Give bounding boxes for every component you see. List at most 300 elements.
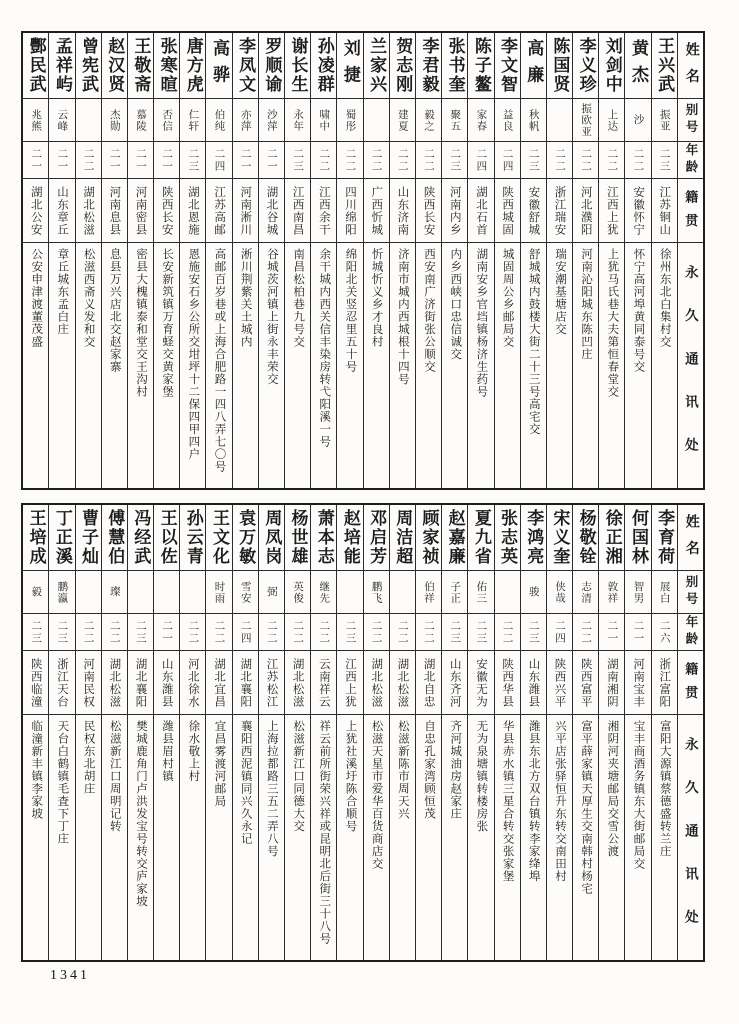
entry-name: 孟祥屿 xyxy=(49,33,74,99)
entry-age: 二一 xyxy=(625,614,650,651)
entry-age: 二一 xyxy=(102,142,127,179)
entry-alias: 弼 xyxy=(259,571,284,614)
entry-alias xyxy=(180,571,205,614)
entry-native-place: 湖北松滋 xyxy=(364,651,389,715)
entry-address: 章丘城东孟白庄 xyxy=(56,248,69,336)
header-alias: 别号 xyxy=(678,99,703,142)
entry-address: 余干城内西关信丰染房转弋阳溪一号 xyxy=(318,248,331,448)
entry-age: 二二 xyxy=(547,142,572,179)
entry-alias xyxy=(337,571,362,614)
entry-age: 二三 xyxy=(442,142,467,179)
entry-address: 高邮百岁巷或上海合肥路一四八弄七〇号 xyxy=(213,248,226,473)
directory-table-top xyxy=(21,31,705,490)
entry-alias: 亦萍 xyxy=(233,99,258,142)
entry-column xyxy=(310,505,336,960)
entry-column xyxy=(179,33,205,488)
entry-name: 曾宪武 xyxy=(76,33,101,99)
entry-column xyxy=(153,505,179,960)
entry-age: 二三 xyxy=(521,142,546,179)
entry-native-place: 湖南湘阴 xyxy=(599,651,624,715)
entry-age: 二六 xyxy=(652,614,677,651)
entry-address: 兴平店张驿恒升东转交南田村 xyxy=(553,720,566,883)
entry-address: 襄阳西泥镇同兴久永记 xyxy=(239,720,252,845)
entry-native-place: 四川绵阳 xyxy=(337,179,362,243)
entry-address: 息县万兴店北交赵家寨 xyxy=(108,248,121,373)
entry-native-place: 广西忻城 xyxy=(364,179,389,243)
entry-address: 潍县眉村镇 xyxy=(161,720,174,783)
entry-name: 傅慧伯 xyxy=(102,505,127,571)
entry-age: 二二 xyxy=(599,142,624,179)
entry-column xyxy=(23,33,48,488)
entry-age: 二二 xyxy=(206,614,231,651)
entry-address: 密县大槐镇泰和堂交王沟村 xyxy=(134,248,147,398)
entry-native-place: 河北濮阳 xyxy=(573,179,598,243)
entry-native-place: 陕西临潼 xyxy=(23,651,48,715)
entry-native-place: 山东齐河 xyxy=(442,651,467,715)
entry-age: 二三 xyxy=(49,614,74,651)
header-name: 姓名 xyxy=(678,505,703,571)
entry-name: 周凤岗 xyxy=(259,505,284,571)
entry-alias: 建夏 xyxy=(390,99,415,142)
entry-name: 王敬斋 xyxy=(128,33,153,99)
entry-address: 瑞安潮基塘店交 xyxy=(553,248,566,336)
entry-column xyxy=(520,33,546,488)
entry-column xyxy=(441,33,467,488)
entry-alias: 益良 xyxy=(495,99,520,142)
entry-column xyxy=(310,33,336,488)
entry-column xyxy=(284,33,310,488)
entry-name: 曹子灿 xyxy=(76,505,101,571)
entry-age: 二二 xyxy=(364,614,389,651)
entry-column xyxy=(153,33,179,488)
entry-address: 恩施安石乡公所交坩坪十二保四甲四户 xyxy=(187,248,200,461)
entry-age: 二一 xyxy=(259,142,284,179)
entry-column xyxy=(572,33,598,488)
entry-column xyxy=(232,505,258,960)
entry-age: 二二 xyxy=(311,142,336,179)
entry-native-place: 山东章丘 xyxy=(49,179,74,243)
entry-name: 丁正溪 xyxy=(49,505,74,571)
entry-column xyxy=(23,505,48,960)
entry-native-place: 浙江瑞安 xyxy=(547,179,572,243)
entry-address: 淅川荆紫关土城内 xyxy=(239,248,252,348)
entry-native-place: 江西南昌 xyxy=(285,179,310,243)
entry-alias: 毅 xyxy=(23,571,48,614)
entry-alias: 鹏瀛 xyxy=(49,571,74,614)
directory-table-bottom xyxy=(21,503,705,962)
entry-native-place: 河北徐水 xyxy=(180,651,205,715)
entry-native-place: 安徽怀宁 xyxy=(625,179,650,243)
entry-age: 二一 xyxy=(154,142,179,179)
entry-age: 二三 xyxy=(442,614,467,651)
entry-address: 谷城茨河镇上街永丰荣交 xyxy=(265,248,278,386)
entry-native-place: 陕西华县 xyxy=(495,651,520,715)
entry-name: 李鸿亮 xyxy=(521,505,546,571)
entry-address: 徐州东北白集村交 xyxy=(658,248,671,348)
entry-name: 顾家祯 xyxy=(416,505,441,571)
entry-address: 松滋西斋义发和交 xyxy=(82,248,95,348)
entry-age: 二二 xyxy=(180,614,205,651)
entry-age: 二二 xyxy=(625,142,650,179)
entry-name: 李君毅 xyxy=(416,33,441,99)
entry-column xyxy=(441,505,467,960)
entry-address: 天台白鹤镇毛査下丁庄 xyxy=(56,720,69,845)
entry-column xyxy=(494,33,520,488)
header-column xyxy=(677,33,703,488)
entry-name: 兰家兴 xyxy=(364,33,389,99)
entry-age: 二四 xyxy=(468,142,493,179)
entry-column xyxy=(101,33,127,488)
entry-alias: 慕陵 xyxy=(128,99,153,142)
entry-alias: 否信 xyxy=(154,99,179,142)
entry-address: 徐水敬上村 xyxy=(187,720,200,783)
entry-column xyxy=(546,505,572,960)
entry-name: 杨敬铨 xyxy=(573,505,598,571)
entry-alias: 秋帆 xyxy=(521,99,546,142)
entry-column xyxy=(415,505,441,960)
entry-age: 二二 xyxy=(311,614,336,651)
entry-column xyxy=(48,33,74,488)
entry-column xyxy=(127,33,153,488)
entry-native-place: 陕西富平 xyxy=(573,651,598,715)
entry-alias: 杰勋 xyxy=(102,99,127,142)
entry-name: 邓启芳 xyxy=(364,505,389,571)
entry-address: 公安申津渡董茂盛 xyxy=(30,248,43,348)
entry-name: 贺志刚 xyxy=(390,33,415,99)
header-age: 年龄 xyxy=(678,614,703,651)
entry-column xyxy=(651,33,677,488)
entry-name: 李文智 xyxy=(495,33,520,99)
entry-native-place: 浙江富阳 xyxy=(652,651,677,715)
entry-name: 李凤文 xyxy=(233,33,258,99)
entry-alias: 聚五 xyxy=(442,99,467,142)
entry-address: 城固周公乡邮局交 xyxy=(501,248,514,348)
entry-alias: 仁轩 xyxy=(180,99,205,142)
entry-alias: 啸中 xyxy=(311,99,336,142)
entry-address: 湖南安乡官垱镇杨济生药号 xyxy=(475,248,488,398)
entry-column xyxy=(205,505,231,960)
entry-native-place: 江苏松江 xyxy=(259,651,284,715)
entry-age: 二二 xyxy=(102,614,127,651)
entry-alias xyxy=(390,571,415,614)
header-alias: 别号 xyxy=(678,571,703,614)
entry-native-place: 湖北公安 xyxy=(23,179,48,243)
entry-name: 徐正湘 xyxy=(599,505,624,571)
entry-address: 怀宁高河埠黄同泰号交 xyxy=(632,248,645,373)
entry-native-place: 湖北松滋 xyxy=(390,651,415,715)
entry-alias: 沙萍 xyxy=(259,99,284,142)
entry-native-place: 河南淅川 xyxy=(233,179,258,243)
header-name: 姓名 xyxy=(678,33,703,99)
entry-alias: 英俊 xyxy=(285,571,310,614)
entry-alias: 雪安 xyxy=(233,571,258,614)
entry-address: 绵阳北关竖忍里五十号 xyxy=(344,248,357,373)
entry-address: 上海拉都路三五二弄八号 xyxy=(265,720,278,858)
entry-address: 潍县东北方双台镇转李家绛埠 xyxy=(527,720,540,883)
entry-name: 王以佐 xyxy=(154,505,179,571)
entry-name: 陈国贤 xyxy=(547,33,572,99)
entry-address: 松滋新陈市周天兴 xyxy=(396,720,409,820)
entry-alias: 鹏飞 xyxy=(364,571,389,614)
entry-column xyxy=(467,33,493,488)
entry-age: 二一 xyxy=(128,142,153,179)
entry-address: 长安新筑镇万育蛏交黄家堡 xyxy=(161,248,174,398)
entry-alias xyxy=(76,99,101,142)
entry-native-place: 江苏铜山 xyxy=(652,179,677,243)
entry-age: 二二 xyxy=(259,614,284,651)
entry-name: 袁万敏 xyxy=(233,505,258,571)
entry-address: 舒城城内鼓楼大街二十三号高宅交 xyxy=(527,248,540,436)
entry-age: 二三 xyxy=(521,614,546,651)
entry-age: 二三 xyxy=(468,614,493,651)
entry-alias: 蜀彤 xyxy=(337,99,362,142)
entry-native-place: 浙江天台 xyxy=(49,651,74,715)
entry-column xyxy=(258,505,284,960)
header-native-place: 籍贯 xyxy=(678,651,703,715)
entry-native-place: 湖北襄阳 xyxy=(128,651,153,715)
entry-age: 二三 xyxy=(285,142,310,179)
entry-column xyxy=(598,33,624,488)
entry-name: 张寒暄 xyxy=(154,33,179,99)
entry-native-place: 陕西长安 xyxy=(154,179,179,243)
entry-column xyxy=(494,505,520,960)
entry-name: 陈子鳌 xyxy=(468,33,493,99)
entry-native-place: 河南宝丰 xyxy=(625,651,650,715)
entry-column xyxy=(520,505,546,960)
entry-name: 赵汉贤 xyxy=(102,33,127,99)
entry-native-place: 安徽舒城 xyxy=(521,179,546,243)
entry-alias: 家春 xyxy=(468,99,493,142)
entry-name: 杨世雄 xyxy=(285,505,310,571)
entry-age: 二三 xyxy=(23,614,48,651)
entry-alias: 展白 xyxy=(652,571,677,614)
entry-native-place: 湖北松滋 xyxy=(102,651,127,715)
entry-alias xyxy=(128,571,153,614)
entry-address: 齐河城油房赵家庄 xyxy=(449,720,462,820)
entry-age: 二二 xyxy=(285,614,310,651)
entry-address: 华县赤水镇三星合转交张家堡 xyxy=(501,720,514,883)
entry-address: 济南市城内西城根十四号 xyxy=(396,248,409,386)
entry-address: 樊城鹿角门卢洪发宝号转交庐家坡 xyxy=(134,720,147,908)
entry-column xyxy=(651,505,677,960)
entry-column xyxy=(624,33,650,488)
entry-name: 唐方虎 xyxy=(180,33,205,99)
entry-name: 王兴武 xyxy=(652,33,677,99)
entry-column xyxy=(624,505,650,960)
entry-native-place: 湖北谷城 xyxy=(259,179,284,243)
entry-age: 二一 xyxy=(49,142,74,179)
entry-age: 二二 xyxy=(337,142,362,179)
entry-native-place: 陕西长安 xyxy=(416,179,441,243)
entry-column xyxy=(127,505,153,960)
entry-native-place: 陕西城固 xyxy=(495,179,520,243)
entry-age: 二二 xyxy=(573,142,598,179)
entry-address: 内乡西峡口忠信诚交 xyxy=(449,248,462,361)
entry-address: 民权东北胡庄 xyxy=(82,720,95,795)
entry-name: 黄杰 xyxy=(625,33,650,99)
entry-alias: 继先 xyxy=(311,571,336,614)
entry-name: 冯经武 xyxy=(128,505,153,571)
entry-name: 王培成 xyxy=(23,505,48,571)
entry-age: 二三 xyxy=(337,614,362,651)
page-number: 1341 xyxy=(50,968,90,983)
entry-name: 高骅 xyxy=(206,33,231,99)
header-address: 永久通讯处 xyxy=(682,736,698,953)
header-address: 永久通讯处 xyxy=(682,264,698,481)
entry-address: 临潼新丰镇李家坡 xyxy=(30,720,43,820)
entry-alias xyxy=(364,99,389,142)
entry-age: 二二 xyxy=(416,614,441,651)
entry-native-place: 湖北恩施 xyxy=(180,179,205,243)
entry-column xyxy=(598,505,624,960)
entry-native-place: 江苏高邮 xyxy=(206,179,231,243)
entry-native-place: 河南息县 xyxy=(102,179,127,243)
entry-age: 二四 xyxy=(233,614,258,651)
entry-native-place: 河南内乡 xyxy=(442,179,467,243)
entry-age: 二一 xyxy=(233,142,258,179)
entry-address: 上犹马氏巷大夫第恒春堂交 xyxy=(606,248,619,398)
entry-alias xyxy=(495,571,520,614)
entry-age: 二二 xyxy=(495,614,520,651)
entry-column xyxy=(389,505,415,960)
entry-column xyxy=(415,33,441,488)
entry-native-place: 山东潍县 xyxy=(521,651,546,715)
entry-age: 二一 xyxy=(599,614,624,651)
entry-native-place: 湖北松滋 xyxy=(76,179,101,243)
entry-alias: 上达 xyxy=(599,99,624,142)
header-column xyxy=(677,505,703,960)
entry-column xyxy=(48,505,74,960)
entry-alias: 伯纯 xyxy=(206,99,231,142)
entry-native-place: 陕西兴平 xyxy=(547,651,572,715)
entry-alias: 兆熊 xyxy=(23,99,48,142)
entry-age: 二二 xyxy=(76,142,101,179)
entry-name: 张志英 xyxy=(495,505,520,571)
entry-age: 二三 xyxy=(180,142,205,179)
entry-column xyxy=(572,505,598,960)
entry-name: 王文化 xyxy=(206,505,231,571)
entry-name: 李育荷 xyxy=(652,505,677,571)
entry-column xyxy=(75,33,101,488)
entry-native-place: 湖北襄阳 xyxy=(233,651,258,715)
entry-name: 宋义奎 xyxy=(547,505,572,571)
entry-native-place: 江西上犹 xyxy=(337,651,362,715)
entry-alias: 云峰 xyxy=(49,99,74,142)
entry-alias: 子正 xyxy=(442,571,467,614)
entry-native-place: 云南祥云 xyxy=(311,651,336,715)
entry-name: 酆民武 xyxy=(23,33,48,99)
entry-alias: 伯祥 xyxy=(416,571,441,614)
entry-age: 二一 xyxy=(23,142,48,179)
entry-native-place: 河南民权 xyxy=(76,651,101,715)
entry-age: 二二 xyxy=(390,614,415,651)
entry-column xyxy=(101,505,127,960)
header-age: 年龄 xyxy=(678,142,703,179)
entry-name: 萧本志 xyxy=(311,505,336,571)
entry-name: 张书奎 xyxy=(442,33,467,99)
entry-address: 宝丰商酒务镇东大街邮局交 xyxy=(632,720,645,870)
entry-address: 忻城忻义乡才良村 xyxy=(370,248,383,348)
entry-alias: 振亚 xyxy=(652,99,677,142)
entry-alias: 璨 xyxy=(102,571,127,614)
entry-alias: 志清 xyxy=(573,571,598,614)
entry-alias: 智男 xyxy=(625,571,650,614)
entry-name: 孙凌群 xyxy=(311,33,336,99)
entry-column xyxy=(258,33,284,488)
entry-native-place: 湖北自忠 xyxy=(416,651,441,715)
entry-address: 祥云前所街荣兴祥或昆明北后街三十八号 xyxy=(318,720,331,945)
entry-age: 二四 xyxy=(206,142,231,179)
entry-age: 二一 xyxy=(154,614,179,651)
entry-column xyxy=(389,33,415,488)
entry-native-place: 安徽无为 xyxy=(468,651,493,715)
entry-native-place: 江西余干 xyxy=(311,179,336,243)
entry-column xyxy=(363,505,389,960)
entry-name: 周洁超 xyxy=(390,505,415,571)
entry-column xyxy=(232,33,258,488)
entry-name: 赵嘉廉 xyxy=(442,505,467,571)
entry-alias xyxy=(76,571,101,614)
entry-column xyxy=(546,33,572,488)
entry-address: 上犹社溪圩陈合顺号 xyxy=(344,720,357,833)
entry-alias: 侠哉 xyxy=(547,571,572,614)
entry-native-place: 湖北松滋 xyxy=(285,651,310,715)
entry-alias: 永年 xyxy=(285,99,310,142)
entry-column xyxy=(205,33,231,488)
entry-age: 二三 xyxy=(128,614,153,651)
entry-name: 罗顺谕 xyxy=(259,33,284,99)
entry-address: 松滋新江口同德大交 xyxy=(292,720,305,833)
entry-age: 二二 xyxy=(416,142,441,179)
entry-age: 二二 xyxy=(76,614,101,651)
entry-column xyxy=(336,33,362,488)
entry-age: 二三 xyxy=(652,142,677,179)
entry-name: 刘捷 xyxy=(337,33,362,99)
entry-name: 高廉 xyxy=(521,33,546,99)
entry-address: 无为泉塘镇转楼房张 xyxy=(475,720,488,833)
entry-address: 自忠孔家湾顾恒茂 xyxy=(423,720,436,820)
entry-address: 西安南广济街张公顺交 xyxy=(423,248,436,373)
entry-column xyxy=(336,505,362,960)
entry-address: 河南沁阳城东陈凹庄 xyxy=(580,248,593,361)
entry-name: 孙云青 xyxy=(180,505,205,571)
entry-native-place: 江西上犹 xyxy=(599,179,624,243)
entry-address: 南昌松柏巷九号交 xyxy=(292,248,305,348)
entry-native-place: 河南密县 xyxy=(128,179,153,243)
entry-column xyxy=(75,505,101,960)
entry-age: 二二 xyxy=(364,142,389,179)
entry-age: 二四 xyxy=(495,142,520,179)
entry-column xyxy=(363,33,389,488)
entry-alias: 毅之 xyxy=(416,99,441,142)
entry-address: 湘阴河夹塘邮局交雪公渡 xyxy=(606,720,619,858)
entry-name: 刘剑中 xyxy=(599,33,624,99)
entry-column xyxy=(179,505,205,960)
entry-alias: 敦祥 xyxy=(599,571,624,614)
entry-alias: 佑三 xyxy=(468,571,493,614)
entry-column xyxy=(467,505,493,960)
entry-age: 二四 xyxy=(547,614,572,651)
entry-name: 赵培能 xyxy=(337,505,362,571)
entry-alias: 时雨 xyxy=(206,571,231,614)
entry-address: 富平薛家镇天厚生交南韩村杨宅 xyxy=(580,720,593,895)
entry-alias: 骏 xyxy=(521,571,546,614)
entry-name: 李义珍 xyxy=(573,33,598,99)
entry-age: 二二 xyxy=(390,142,415,179)
entry-address: 宜昌雾渡河邮局 xyxy=(213,720,226,808)
entry-name: 夏九省 xyxy=(468,505,493,571)
entry-native-place: 湖北石首 xyxy=(468,179,493,243)
